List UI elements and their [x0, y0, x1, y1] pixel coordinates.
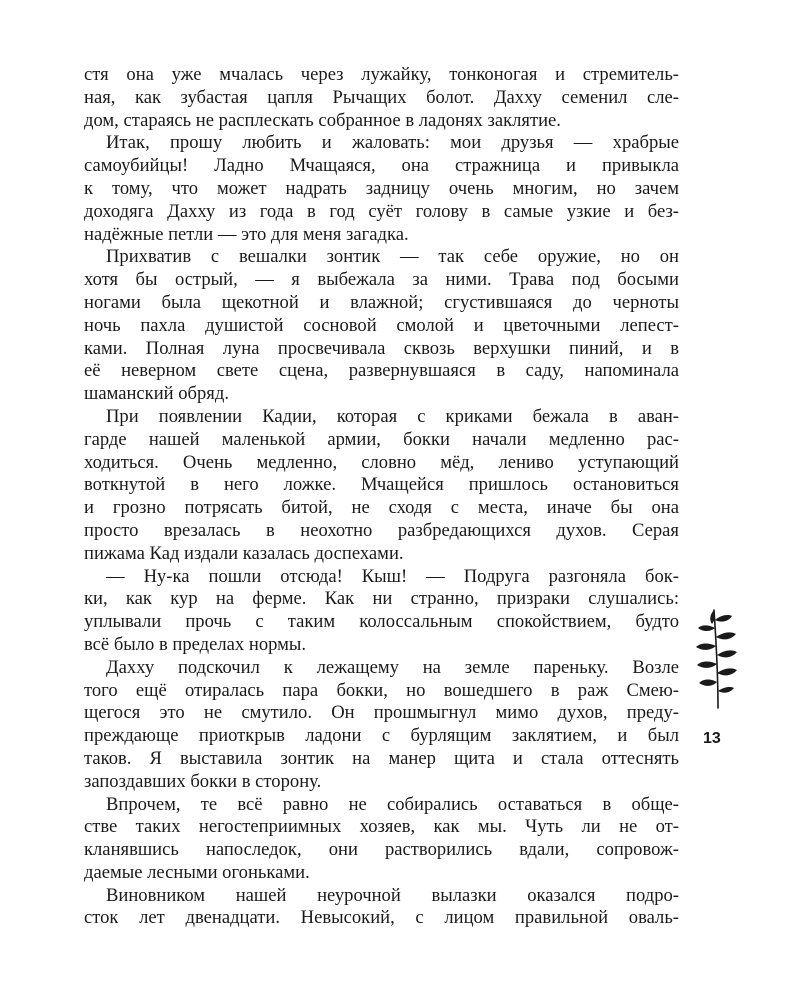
text-line: Виновником нашей неурочной вылазки оказался подро-: [106, 884, 679, 906]
text-line: гарде нашей маленькой армии, бокки начали медленно рас-: [84, 428, 679, 450]
text-line: надёжные петли — это для меня загадка.: [84, 223, 409, 245]
text-line: кланявшись напоследок, они растворились вдали, сопровож-: [84, 839, 679, 861]
text-line: Прихватив с вешалки зонтик — так себе оружие, но он: [106, 246, 679, 268]
text-line: того ещё отиралась пара бокки, но вошедшего в раж Смею-: [84, 679, 679, 701]
text-line: самоубийцы! Ладно Мчащаяся, она стражница и привыкла: [84, 155, 679, 177]
text-line: ногами была щекотной и влажной; сгустившаяся до черноты: [84, 291, 679, 313]
text-line: Впрочем, те всё равно не собирались оставаться в обще-: [106, 793, 679, 815]
text-line: стве таких негостеприимных хозяев, как мы. Чуть ли не от-: [84, 816, 679, 838]
text-line: ночь пахла душистой сосновой смолой и цветочными лепест-: [84, 314, 679, 336]
sprig-icon: [690, 604, 746, 712]
text-line: всё было в пределах нормы.: [84, 633, 307, 655]
text-line: щегося это не смутило. Он прошмыгнул мимо духов, преду-: [84, 702, 679, 724]
text-line: уплывали прочь с таким колоссальным спокойствием, будто: [84, 611, 679, 633]
text-line: стя она уже мчалась через лужайку, тонконогая и стремитель-: [84, 64, 679, 85]
text-line: её неверном свете сцена, развернувшаяся в саду, напоминала: [84, 360, 679, 382]
text-line: запоздавших бокки в сторону.: [84, 770, 322, 792]
text-line: воткнутой в него ложке. Мчащейся пришлось остановиться: [84, 474, 679, 496]
text-line: к тому, что может надрать задницу очень многим, но зачем: [84, 177, 679, 199]
body-text: [84, 64, 679, 930]
text-line: сток лет двенадцати. Невысокий, с лицом правильной оваль-: [84, 907, 679, 929]
text-line: ходиться. Очень медленно, словно мёд, лениво уступающий: [84, 451, 679, 473]
text-line: ная, как зубастая цапля Рычащих болот. Дахху семенил сле-: [84, 86, 679, 108]
page-number: 13: [703, 730, 721, 747]
text-line: и грозно потрясать битой, не сходя с места, иначе бы она: [84, 497, 679, 519]
text-line: просто врезалась в неохотно разбредающихся духов. Серая: [84, 519, 679, 541]
text-line: доходяга Дахху из года в год суёт голову в самые узкие и без-: [84, 200, 679, 222]
text-line: ки, как кур на ферме. Как ни странно, призраки слушались:: [84, 588, 679, 610]
text-line: Итак, прошу любить и жаловать: мои друзья — храбрые: [106, 132, 679, 154]
text-line: При появлении Кадии, которая с криками бежала в аван-: [106, 405, 679, 427]
text-line: ками. Полная луна просвечивала сквозь верхушки пиний, и в: [84, 337, 679, 359]
text-line: преждающе приоткрыв ладони с бурлящим заклятием, и был: [84, 725, 679, 747]
text-line: дом, стараясь не расплескать собранное в ладонях заклятие.: [84, 109, 561, 131]
text-line: таков. Я выставила зонтик на манер щита и стала оттеснять: [84, 747, 679, 769]
text-line: пижама Кад издали казалась доспехами.: [84, 542, 404, 564]
text-line: даемые лесными огоньками.: [84, 861, 310, 883]
text-line: шаманский обряд.: [84, 383, 229, 405]
text-line: Дахху подскочил к лежащему на земле пареньку. Возле: [106, 656, 679, 678]
text-line: — Ну-ка пошли отсюда! Кыш! — Подруга разгоняла бок-: [106, 565, 679, 587]
text-line: хотя бы острый, — я выбежала за ними. Трава под босыми: [84, 269, 679, 291]
